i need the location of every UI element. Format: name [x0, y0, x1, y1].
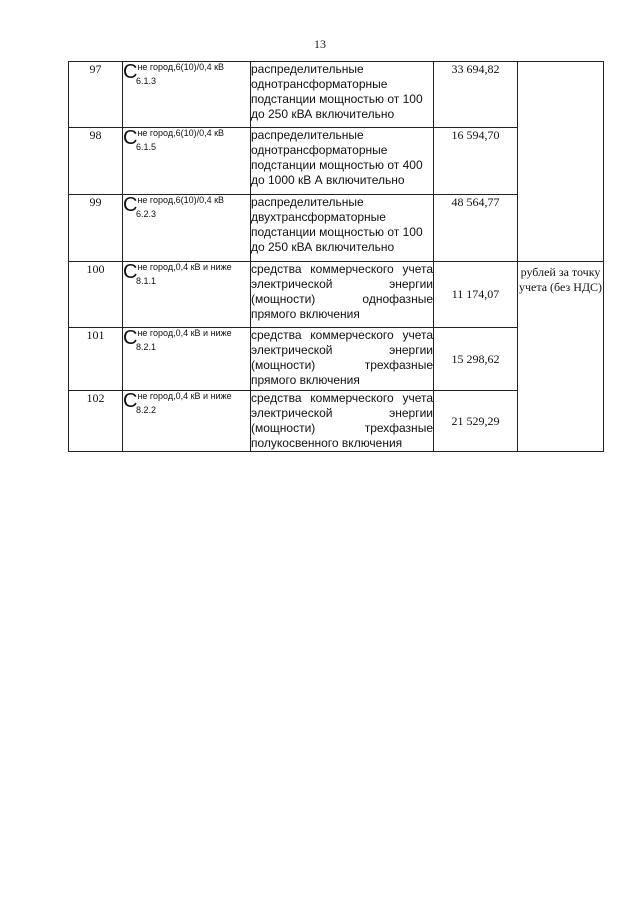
row-description: средства коммерческого учета электрической энергии (мощности) трехфазные полукосвенного включения — [251, 391, 433, 450]
row-description: распределительные однотрансформаторные подстанции мощностью от 400 до 1000 кВ А включительно — [251, 128, 434, 195]
tariff-code — [123, 262, 251, 328]
row-description: средства коммерческого учета электрической энергии (мощности) однофазные прямого включения — [251, 262, 434, 328]
code-letter: C — [123, 327, 138, 349]
code-letter: C — [123, 390, 138, 412]
code-letter: C — [123, 261, 138, 283]
code-subscript: 6.2.3 — [136, 209, 157, 219]
unit-cell-empty — [518, 62, 604, 262]
tariff-code — [123, 328, 251, 391]
table-row — [69, 62, 604, 128]
row-price: 21 529,29 — [434, 391, 518, 452]
row-price: 16 594,70 — [434, 128, 518, 195]
code-subscript: 8.2.1 — [136, 342, 157, 352]
code-superscript: не город,6(10)/0,4 кВ — [137, 62, 225, 72]
code-letter: C — [123, 127, 138, 149]
row-number: 102 — [69, 391, 123, 452]
code-letter: C — [123, 194, 138, 216]
unit-label: рублей за точку учета (без НДС) — [518, 265, 603, 294]
code-superscript: не город,6(10)/0,4 кВ — [137, 128, 225, 138]
row-number: 101 — [69, 328, 123, 391]
tariff-code — [123, 195, 251, 262]
code-superscript: не город,6(10)/0,4 кВ — [137, 195, 225, 205]
row-price: 48 564,77 — [434, 195, 518, 262]
code-subscript: 6.1.5 — [136, 142, 157, 152]
page-number: 13 — [314, 37, 326, 51]
row-number: 98 — [69, 128, 123, 195]
tariff-code — [123, 128, 251, 195]
row-number: 100 — [69, 262, 123, 328]
tariff-code — [123, 391, 251, 452]
row-number: 97 — [69, 62, 123, 128]
tariff-table — [68, 61, 604, 452]
code-superscript: не город,0,4 кВ и ниже — [137, 262, 232, 272]
code-letter: C — [123, 61, 138, 83]
row-price: 33 694,82 — [434, 62, 518, 128]
row-price: 15 298,62 — [434, 328, 518, 391]
tariff-code — [123, 62, 251, 128]
row-description: средства коммерческого учета электрической энергии (мощности) трехфазные прямого включения — [251, 328, 434, 391]
code-subscript: 8.2.2 — [136, 405, 157, 415]
code-superscript: не город,0,4 кВ и ниже — [137, 391, 232, 401]
row-price: 11 174,07 — [434, 262, 518, 328]
row-description: распределительные однотрансформаторные подстанции мощностью от 100 до 250 кВА включительно — [251, 62, 434, 128]
table-row — [69, 262, 604, 328]
row-description: распределительные двухтрансформаторные подстанции мощностью от 100 до 250 кВА включительно — [251, 195, 434, 262]
code-superscript: не город,0,4 кВ и ниже — [137, 328, 232, 338]
unit-cell — [518, 262, 604, 452]
code-subscript: 6.1.3 — [136, 76, 157, 86]
row-number: 99 — [69, 195, 123, 262]
code-subscript: 8.1.1 — [136, 276, 157, 286]
